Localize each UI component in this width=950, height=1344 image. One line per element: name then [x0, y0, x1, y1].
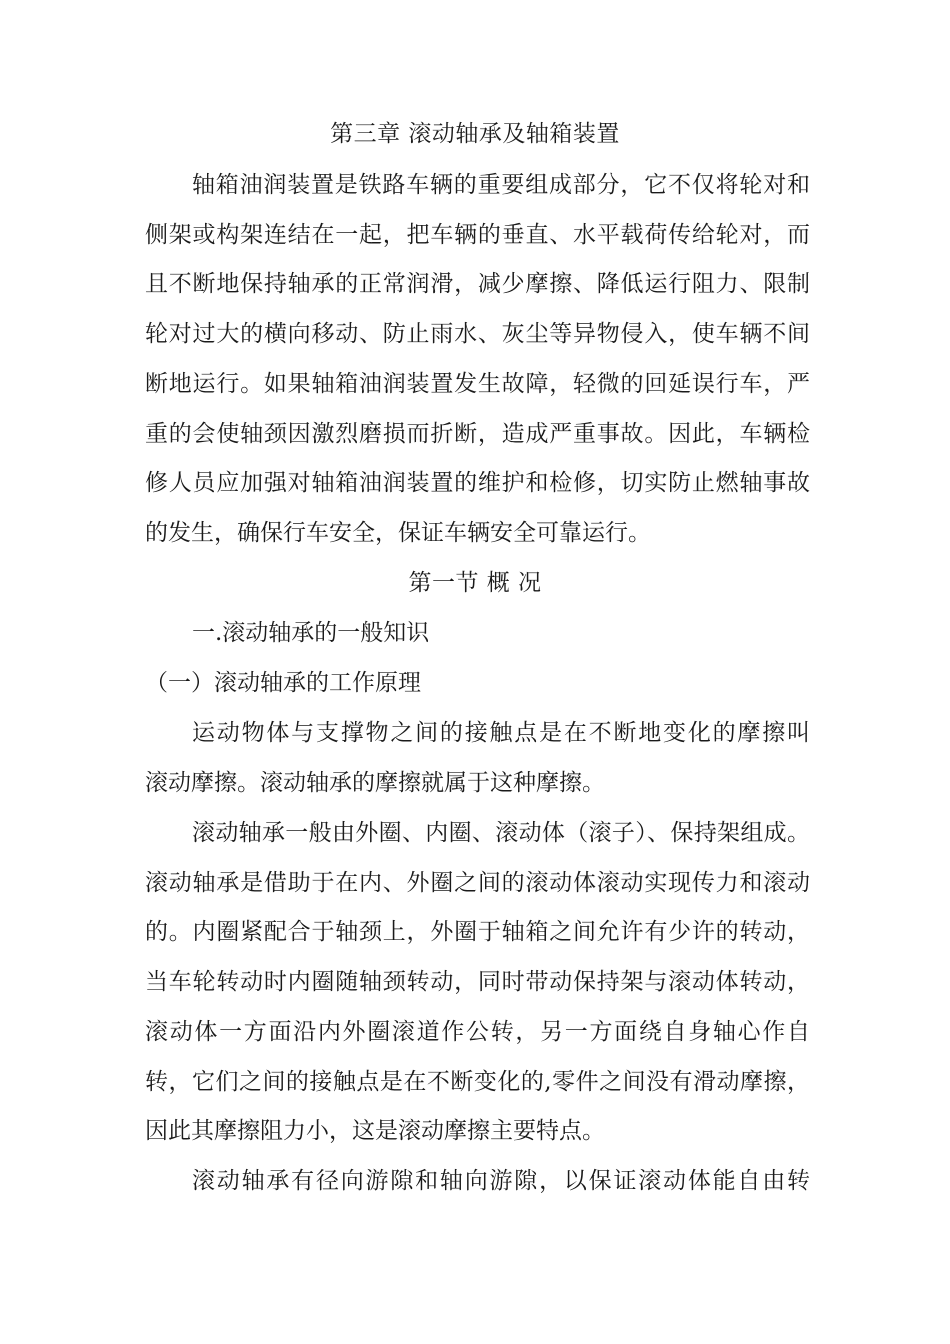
chapter-title: 第三章 滚动轴承及轴箱装置: [330, 121, 620, 147]
paragraph-line: 且不断地保持轴承的正常润滑，减少摩擦、降低运行阻力、限制: [145, 271, 810, 297]
paragraph-line: 滚动摩擦。滚动轴承的摩擦就属于这种摩擦。: [145, 770, 605, 796]
paragraph-line: 因此其摩擦阻力小，这是滚动摩擦主要特点。: [145, 1118, 605, 1144]
paragraph-line: 滚动轴承有径向游隙和轴向游隙，以保证滚动体能自由转: [192, 1168, 810, 1194]
paragraph-line: 的。内圈紧配合于轴颈上，外圈于轴箱之间允许有少许的转动，: [145, 919, 810, 945]
paragraph-line: 滚动轴承一般由外圈、内圈、滚动体（滚子）、保持架组成。: [192, 820, 810, 846]
paragraph-line: 滚动体一方面沿内外圈滚道作公转，另一方面绕自身轴心作自: [145, 1019, 810, 1045]
paragraph-line: 重的会使轴颈因激烈磨损而折断，造成严重事故。因此，车辆检: [145, 421, 810, 447]
paragraph-line: 转，它们之间的接触点是在不断变化的,零件之间没有滑动摩擦，: [145, 1069, 810, 1095]
paragraph-line: 修人员应加强对轴箱油润装置的维护和检修，切实防止燃轴事故: [145, 470, 810, 496]
paragraph-line: 运动物体与支撑物之间的接触点是在不断地变化的摩擦叫: [192, 720, 810, 746]
heading-level-1: 一.滚动轴承的一般知识: [192, 620, 430, 646]
heading-level-2: （一）滚动轴承的工作原理: [145, 670, 421, 696]
paragraph-line: 侧架或构架连结在一起，把车辆的垂直、水平载荷传给轮对，而: [145, 222, 810, 248]
section-title: 第一节 概 况: [408, 570, 542, 596]
paragraph-line: 的发生，确保行车安全，保证车辆安全可靠运行。: [145, 520, 651, 546]
paragraph-line: 当车轮转动时内圈随轴颈转动，同时带动保持架与滚动体转动，: [145, 969, 810, 995]
paragraph-line: 轴箱油润装置是铁路车辆的重要组成部分，它不仅将轮对和: [192, 172, 810, 198]
paragraph-line: 滚动轴承是借助于在内、外圈之间的滚动体滚动实现传力和滚动: [145, 870, 810, 896]
paragraph-line: 断地运行。如果轴箱油润装置发生故障，轻微的回延误行车，严: [145, 371, 810, 397]
paragraph-line: 轮对过大的横向移动、防止雨水、灰尘等异物侵入，使车辆不间: [145, 321, 810, 347]
